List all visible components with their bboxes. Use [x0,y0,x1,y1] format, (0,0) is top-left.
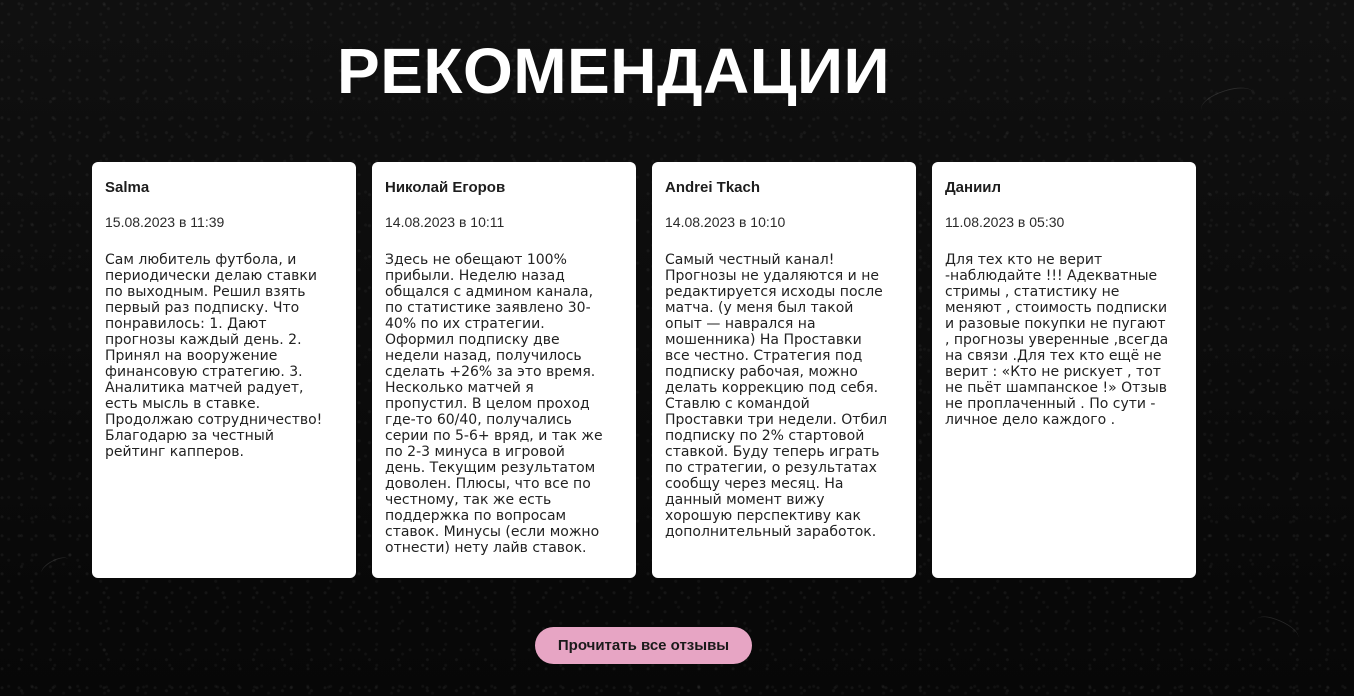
review-card [92,162,356,578]
review-card [652,162,916,578]
review-author: Salma [105,179,150,196]
background-scratch [1253,612,1301,646]
review-date: 15.08.2023 в 11:39 [105,214,225,230]
read-all-reviews-button[interactable]: Прочитать все отзывы [535,627,752,664]
background-scratch [39,554,72,580]
review-author: Даниил [945,179,1002,196]
review-date: 14.08.2023 в 10:11 [385,214,505,230]
review-text: Сам любитель футбола, и периодически делаю ставки по выходным. Решил взять первый раз подписку. Что понравилось: 1. Дают прогнозы каждый день. 2. Принял на вооружение финансовую стратегию. 3. Аналитика матчей радует, есть мысль в ставке. Продолжаю сотрудничество! Благодарю за честный рейтинг капперов. [105,252,323,460]
review-card [372,162,636,578]
review-text: Здесь не обещают 100% прибыли. Неделю назад общался с админом канала, по статистике заявлено 30- 40% по их стратегии. Оформил подписку две недели назад, получилось сделать +26% за это время. Несколько матчей я пропустил. В целом проход где-то 60/40, получались серии по 5-6+ вряд, и так же по 2-3 минуса в игровой день. Текущим результатом доволен. Плюсы, что все по честному, так же есть поддержка по вопросам ставок. Минусы (если можно отнести) нету лайв ставок. [385,252,603,556]
review-author: Николай Егоров [385,179,506,196]
review-author: Andrei Tkach [665,179,761,196]
review-date: 14.08.2023 в 10:10 [665,214,786,230]
page-title: РЕКОМЕНДАЦИИ [337,35,890,107]
background-scratch [1198,82,1257,121]
review-card [932,162,1196,578]
reviews-list [92,162,1196,578]
review-text: Самый честный канал! Прогнозы не удаляются и не редактируется исходы после матча. (у меня был такой опыт — наврался на мошенника) На Проставки все честно. Стратегия под подписку рабочая, можно делать коррекцию под себя. Ставлю с командой Проставки три недели. Отбил подписку по 2% стартовой ставкой. Буду теперь играть по стратегии, о результатах сообщу через месяц. На данный момент вижу хорошую перспективу как дополнительный заработок. [665,252,888,540]
review-text: Для тех кто не верит -наблюдайте !!! Адекватные стримы , статистику не меняют , стоимость подписки и разовые покупки не пугают , прогнозы уверенные ,всегда на связи .Для тех кто ещё не верит : «Кто не рискует , тот не пьёт шампанское !» Отзыв не проплаченный . По сути - личное дело каждого . [945,252,1169,428]
review-date: 11.08.2023 в 05:30 [945,214,1065,230]
